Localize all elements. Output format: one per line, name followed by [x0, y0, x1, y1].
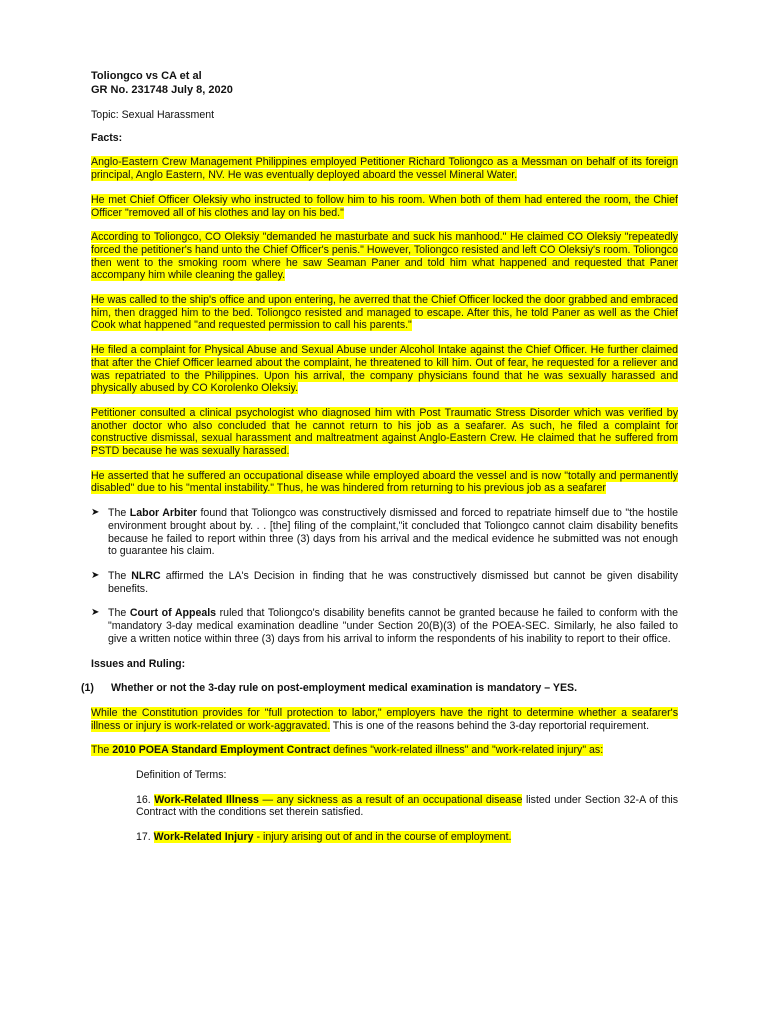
fact-paragraph-6: Petitioner consulted a clinical psychologist who diagnosed him with Post Traumatic Stress Disorder which was verified by another doctor who also concluded that he cannot return to his job as a seafarer. As such, he filed a complaint for constructive dismissal, sexual harassment and maltreatment against Anglo-Eastern Crew. He claimed that he suffered from PSTD because he was sexually harassed. [91, 406, 678, 458]
lower-court-rulings [91, 507, 678, 645]
ruling-paragraph-1: While the Constitution provides for "full protection to labor," employers have the right to determine whether a seafarer's illness or injury is work-related or work-aggravated. This is one of the reasons behind the 3-day reportorial requirement. [91, 706, 678, 732]
issues-heading: Issues and Ruling: [91, 657, 186, 670]
fact-paragraph-2: He met Chief Officer Oleksiy who instructed to follow him to his room. When both of them had entered the room, the Chief Officer "removed all of his clothes and lay on his bed." [91, 193, 678, 219]
definition-16: 16. Work-Related Illness — any sickness as a result of an occupational disease listed under Section 32-A of this Contract with the conditions set therein satisfied. [136, 793, 679, 819]
topic-line: Topic: Sexual Harassment [91, 109, 215, 121]
case-title: Toliongco vs CA et al [91, 70, 202, 82]
issue-text: Whether or not the 3-day rule on post-employment medical examination is mandatory – YES. [111, 682, 578, 695]
fact-paragraph-7: He asserted that he suffered an occupational disease while employed aboard the vessel and is now "totally and permanently disabled" due to his "mental instability." Thus, he was hindered from returning to his previous job as a seafarer [91, 469, 678, 495]
definitions-heading: Definition of Terms: [136, 769, 227, 782]
ruling-paragraph-2: The 2010 POEA Standard Employment Contract defines "work-related illness" and "work-related injury" as: [91, 744, 604, 757]
arrow-bullet-icon: ➤ [91, 607, 100, 619]
bullet-labor-arbiter: ➤ The Labor Arbiter found that Toliongco was constructively dismissed and forced to repatriate himself due to "the hostile environment brought about by. . . [the] filing of the complaint,"it concluded that Toliongco cannot claim disability benefits because he failed to report within three (3) days from his arrival and the medical evidence he submitted was not enough to guarantee his claim. [91, 507, 678, 558]
bullet-nlrc: ➤ The NLRC affirmed the LA's Decision in finding that he was constructively dismissed but cannot be given disability benefits. [91, 569, 678, 595]
definition-17: 17. Work-Related Injury - injury arising out of and in the course of employment. [136, 831, 512, 844]
issue-1 [81, 682, 678, 695]
fact-paragraph-3: According to Toliongco, CO Oleksiy "demanded he masturbate and suck his manhood." He claimed CO Oleksiy "repeatedly forced the petitioner's hand unto the Chief Officer's penis." However, Toliongco resisted and left CO Oleksiy's room. Toliongco then went to the smoking room where he saw Seaman Paner and told him what happened and requested that Paner accompany him while cleaning the galley. [91, 231, 678, 282]
fact-paragraph-1: Anglo-Eastern Crew Management Philippines employed Petitioner Richard Toliongco as a Messman on behalf of its foreign principal, Anglo Eastern, NV. He was eventually deployed aboard the vessel Mineral Water. [91, 156, 678, 182]
bullet-court-of-appeals: ➤ The Court of Appeals ruled that Toliongco's disability benefits cannot be granted because he failed to conform with the "mandatory 3-day medical examination deadline "under Section 20(B)(3) of the POEA-SEC. Similarly, he also failed to give a written notice within three (3) days from his arrival to inform the respondents of his inability to report to their office. [91, 607, 678, 645]
fact-paragraph-4: He was called to the ship's office and upon entering, he averred that the Chief Officer locked the door grabbed and embraced him, then dragged him to the bed. Toliongco resisted and managed to escape. After this, he told Paner as well as the Chief Cook what happened "and requested permission to call his parents." [91, 294, 678, 332]
fact-paragraph-5: He filed a complaint for Physical Abuse and Sexual Abuse under Alcohol Intake against the Chief Officer. He further claimed that after the Chief Officer learned about the complaint, he threatened to kill him. Out of fear, he requested for a reliever and was repatriated to the Philippines. Upon his arrival, the company physicians found that he was sexually harassed and physically abused by CO Korolenko Oleksiy. [91, 344, 678, 395]
arrow-bullet-icon: ➤ [91, 569, 100, 581]
document-content [81, 69, 679, 844]
issue-number: (1) [81, 682, 94, 695]
facts-heading: Facts: [91, 131, 123, 144]
case-number: GR No. 231748 July 8, 2020 [91, 84, 233, 96]
arrow-bullet-icon: ➤ [91, 507, 100, 519]
